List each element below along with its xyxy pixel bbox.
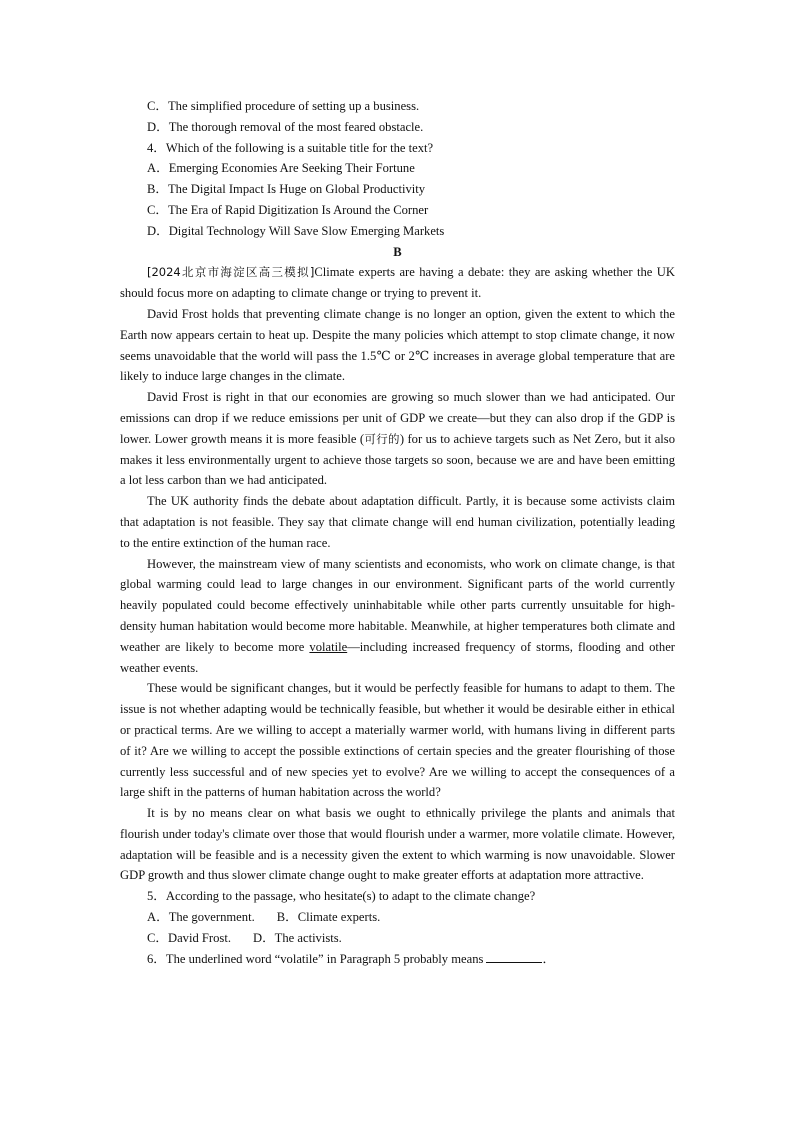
question-5-option-b: B．Climate experts. [276, 910, 381, 925]
question-6-end: ． [542, 951, 556, 966]
question-5-option-d: D．The activists. [252, 930, 342, 945]
question-4-option-c: C．The Era of Rapid Digitization Is Around the Corner [147, 202, 429, 217]
question-6-stem: 6．The underlined word “volatile” in Paragraph 5 probably means [147, 951, 484, 966]
paragraph-1-text: Climate experts are having a debate: they are asking whether the UK should focus more on adapting to climate change or trying to prevent it. [120, 265, 675, 301]
question-6 [120, 949, 675, 970]
source-tag: [2024北京市海淀区高三模拟] [147, 265, 315, 280]
exam-page [120, 96, 675, 969]
section-title: B [393, 244, 402, 259]
question-5-stem: 5．According to the passage, who hesitate(s) to adapt to the climate change? [147, 889, 536, 904]
question-4-option-b: B．The Digital Impact Is Huge on Global Productivity [147, 182, 426, 197]
paragraph-5-text-a: However, the mainstream view of many scientists and economists, who work on climate change, is that global warming could lead to large changes in our environment. Significant parts of the world currently heavily populated could become effectively uninhabitable while other parts currently unsuitable for high-density human habitation would become more habitable. Meanwhile, at higher temperatures both climate and weather are likely to become more [120, 556, 675, 654]
chinese-gloss: 可行的 [364, 431, 400, 446]
passage-paragraph-1 [120, 262, 675, 304]
paragraph-3-text-a: David Frost is right in that our economies are growing so much slower than we had anticipated. Our emissions can drop if we reduce emissions per unit of GDP we create—but they can also drop if the GDP is lower. Lower growth means it is more feasible ( [120, 390, 675, 446]
question-4-option-d: D．Digital Technology Will Save Slow Emerging Markets [147, 223, 445, 238]
underlined-word: volatile [309, 639, 348, 654]
passage-paragraph-2: David Frost holds that preventing climate change is no longer an option, given the extent to which the Earth now appears certain to heat up. Despite the many policies which attempt to stop climate change, it now seems unavoidable that the world will pass the 1.5℃ or 2℃ increases in average global temperature that are likely to induce large changes in the climate. [120, 306, 675, 384]
answer-blank[interactable] [486, 950, 542, 963]
passage-paragraph-6: These would be significant changes, but it would be perfectly feasible for humans to adapt to them. The issue is not whether adapting would be technically feasible, but whether it would be desirable either in ethical or practical terms. Are we willing to accept a materially warmer world, with humans living in different parts of it? Are we willing to accept the possible extinctions of certain species and the greater flourishing of those currently less successful and of new species yet to evolve? Are we willing to accept the consequences of a large shift in the patterns of human habitation across the world? [120, 681, 675, 800]
prev-question-option-d: D．The thorough removal of the most feared obstacle. [147, 119, 424, 134]
question-4-option-a: A．Emerging Economies Are Seeking Their Fortune [147, 161, 415, 176]
passage-paragraph-5 [120, 554, 675, 679]
question-4-stem: 4．Which of the following is a suitable title for the text? [147, 140, 434, 155]
question-5-options-row-2 [120, 928, 675, 949]
question-5-option-c: C．David Frost. [147, 930, 231, 945]
passage-paragraph-4: The UK authority finds the debate about adaptation difficult. Partly, it is because some activists claim that adaptation is not feasible. They say that climate change will end human civilization, potentially leading to the entire extinction of the human race. [120, 494, 675, 550]
question-5-option-a: A．The government. [147, 910, 255, 925]
prev-question-option-c: C．The simplified procedure of setting up a business. [147, 99, 420, 113]
passage-paragraph-7: It is by no means clear on what basis we ought to ethnically privilege the plants and animals that flourish under today's climate over those that would flourish under a warmer, more volatile climate. However, adaptation will be feasible and is a necessity given the extent to which warming is now unavoidable. Slower GDP growth and thus slower climate change ought to make greater efforts at adaptation more attractive. [120, 806, 675, 883]
question-5-options-row-1 [120, 907, 675, 928]
paragraph-5-text-b: —including increased frequency of storms, flooding and other weather events. [120, 639, 675, 675]
paragraph-3-text-b: ) for us to achieve targets such as Net Zero, but it also makes it less environmentally urgent to achieve those targets so soon, because we are and have been emitting a lot less carbon than we had anticipated. [120, 431, 675, 488]
passage-paragraph-3 [120, 387, 675, 491]
